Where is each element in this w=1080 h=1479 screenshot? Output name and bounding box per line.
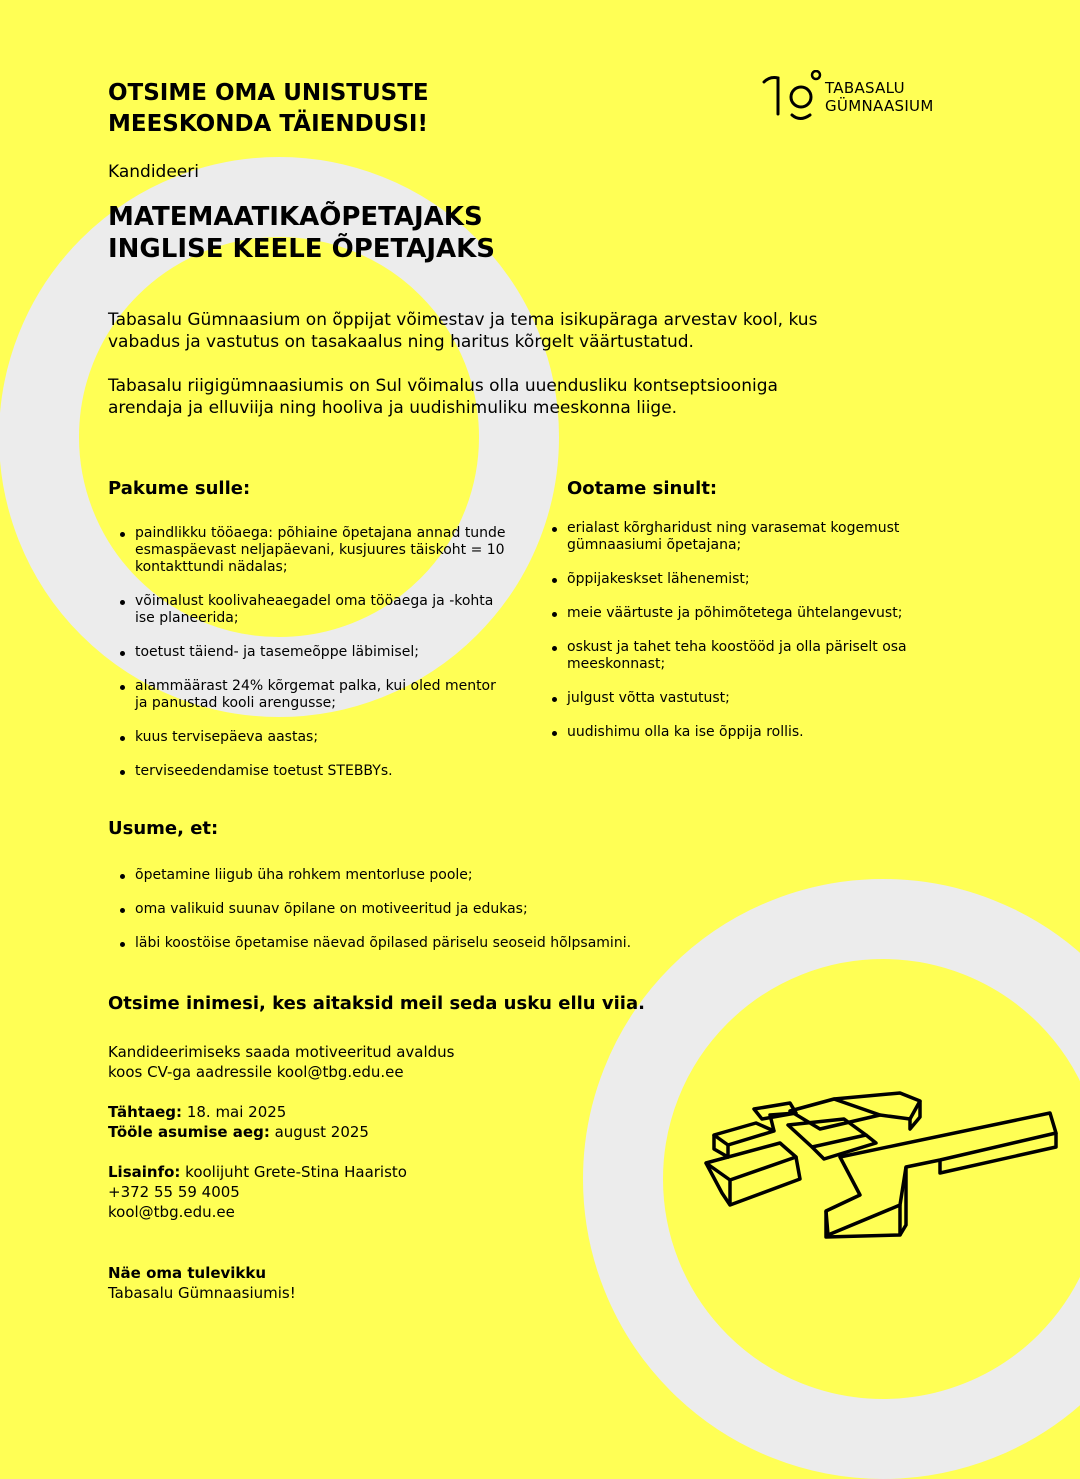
info-value: koolijuht Grete-Stina Haaristo [180, 1163, 407, 1181]
list-item: õpetamine liigub üha rohkem mentorluse poole; [108, 867, 728, 884]
wooden-beams-illustration [700, 1085, 1070, 1245]
intro-paragraph: Tabasalu Gümnaasium on õppijat võimestav ja tema isikupäraga arvestav kool, kus vabadus ja vastutus on tasakaalus ning haritus kõrgelt väärtustatud. [108, 310, 818, 352]
info-label: Lisainfo: [108, 1163, 181, 1181]
deadline-value: 18. mai 2025 [182, 1103, 287, 1121]
list-item: kuus tervisepäeva aastas; [108, 729, 508, 746]
list-item: toetust täiend- ja tasemeõppe läbimisel; [108, 644, 508, 661]
expect-list [540, 520, 930, 758]
logo-line-1: TABASALU [825, 79, 905, 97]
page-headline [108, 78, 429, 140]
role-math-teacher: MATEMAATIKAÕPETAJAKS [108, 202, 483, 232]
phone: +372 55 59 4005 [108, 1183, 240, 1201]
apply-line-1: Kandideerimiseks saada motiveeritud avaldus [108, 1043, 455, 1061]
intro-text [108, 309, 828, 441]
seeking-heading: Otsime inimesi, kes aitaksid meil seda usku ellu viia. [108, 993, 645, 1014]
list-item: oskust ja tahet teha koostööd ja olla päriselt osa meeskonnast; [540, 639, 930, 673]
apply-instructions [108, 1042, 608, 1082]
deadline-label: Tähtaeg: [108, 1103, 183, 1121]
headline-line-1: OTSIME OMA UNISTUSTE [108, 80, 429, 106]
offer-title: Pakume sulle: [108, 478, 251, 499]
list-item: õppijakeskset lähenemist; [540, 571, 930, 588]
footer-line-1: Näe oma tulevikku [108, 1264, 267, 1282]
tg-logo-icon [762, 70, 824, 124]
role-english-teacher: INGLISE KEELE ÕPETAJAKS [108, 234, 496, 264]
list-item: alammäärast 24% kõrgemat palka, kui oled mentor ja panustad kooli arengusse; [108, 678, 508, 712]
school-logo [762, 70, 962, 124]
headline-line-2: MEESKONDA TÄIENDUSI! [108, 111, 428, 137]
believe-list [108, 867, 728, 969]
list-item: erialast kõrgharidust ning varasemat kogemust gümnaasiumi õpetajana; [540, 520, 930, 554]
logo-text [825, 79, 934, 115]
footer-slogan [108, 1263, 296, 1303]
list-item: uudishimu olla ka ise õppija rollis. [540, 724, 930, 741]
list-item: võimalust koolivaheaegadel oma tööaega ja -kohta ise planeerida; [108, 593, 508, 627]
list-item: läbi koostöise õpetamise näevad õpilased päriselu seoseid hõlpsamini. [108, 935, 728, 952]
email: kool@tbg.edu.ee [108, 1203, 235, 1221]
list-item: meie väärtuste ja põhimõtetega ühtelangevust; [540, 605, 930, 622]
job-roles [108, 201, 495, 265]
list-item: terviseedendamise toetust STEBBYs. [108, 763, 508, 780]
logo-line-2: GÜMNAASIUM [825, 97, 934, 115]
list-item: oma valikuid suunav õpilane on motiveeritud ja edukas; [108, 901, 728, 918]
footer-line-2: Tabasalu Gümnaasiumis! [108, 1284, 296, 1302]
start-label: Tööle asumise aeg: [108, 1123, 270, 1141]
list-item: julgust võtta vastutust; [540, 690, 930, 707]
dates [108, 1102, 608, 1142]
offer-list [108, 525, 508, 797]
list-item: paindlikku tööaega: põhiaine õpetajana annad tunde esmaspäevast neljapäevani, kusjuures täiskoht = 10 kontakttundi nädalas; [108, 525, 508, 576]
expect-title: Ootame sinult: [567, 478, 718, 499]
believe-title: Usume, et: [108, 818, 219, 839]
start-value: august 2025 [269, 1123, 369, 1141]
contact-block [108, 1042, 608, 1242]
apply-label: Kandideeri [108, 162, 199, 182]
info [108, 1162, 608, 1222]
intro-paragraph: Tabasalu riigigümnaasiumis on Sul võimalus olla uuendusliku kontseptsiooniga arendaja ja elluviija ning hooliva ja uudishimuliku meeskonna liige. [108, 376, 778, 418]
apply-line-2: koos CV-ga aadressile kool@tbg.edu.ee [108, 1063, 404, 1081]
